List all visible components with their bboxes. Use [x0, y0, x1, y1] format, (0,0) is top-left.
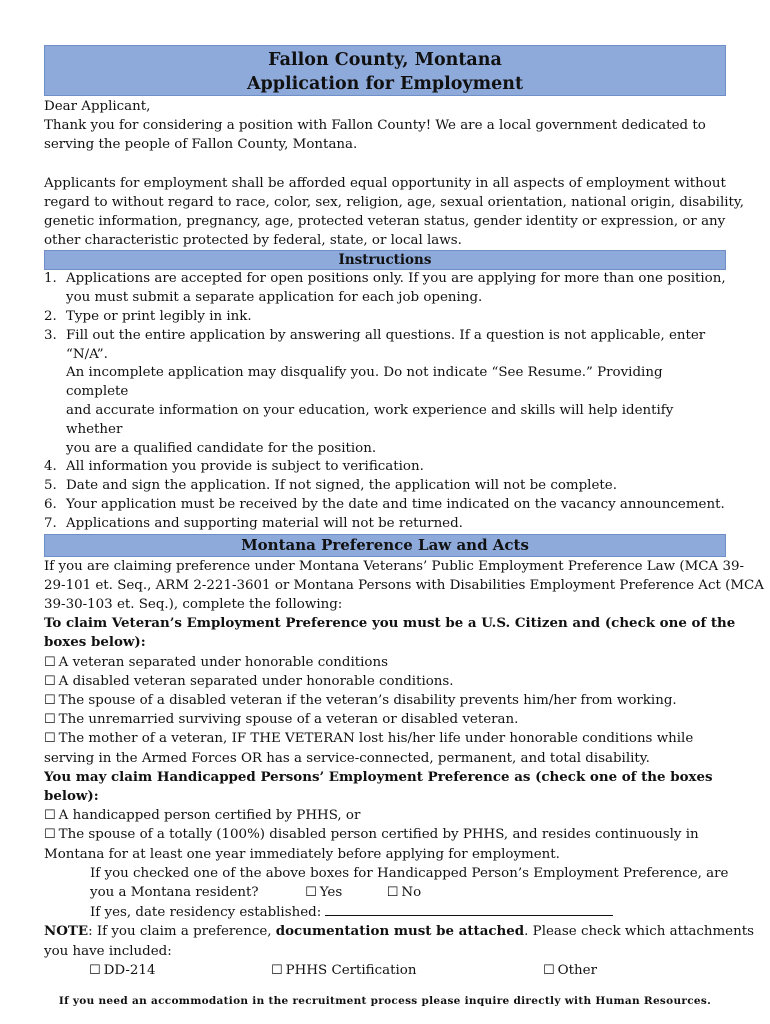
resident-question: If you checked one of the above boxes for Handicapped Person’s Employment Preference, are [90, 865, 729, 881]
attachment-other[interactable]: ☐ Other [543, 961, 597, 981]
yes-option[interactable]: ☐ Yes [305, 885, 343, 901]
preference-intro: If you are claiming preference under Montana Veterans’ Public Employment Preference Law (MCA 39- [44, 558, 745, 574]
eeo-line: Applicants for employment shall be afforded equal opportunity in all aspects of employment without [44, 175, 726, 191]
list-item: 5. Date and sign the application. If not signed, the application will not be complete. [44, 478, 617, 494]
checkbox-icon[interactable]: ☐ [44, 693, 56, 708]
instructions-list [44, 270, 726, 533]
accommodation-footer: If you need an accommodation in the recruitment process please inquire directly with Human Resources. [58, 994, 712, 1007]
list-item: 7. Applications and supporting material will not be returned. [44, 515, 463, 531]
checkbox-icon[interactable]: ☐ [44, 827, 56, 843]
county-title: Fallon County, Montana [268, 50, 502, 70]
note-line: NOTE: If you claim a preference, documentation must be attached. Please check which attachments [44, 923, 754, 940]
checkbox-icon[interactable]: ☐ [305, 885, 317, 901]
note-line-2: you have included: [44, 943, 172, 959]
application-page [44, 45, 764, 1007]
preference-intro: 39-30-103 et. Seq.), complete the following: [44, 596, 343, 612]
form-title: Application for Employment [246, 74, 524, 94]
checkbox-icon[interactable]: ☐ [44, 731, 56, 747]
handicap-heading: below): [44, 788, 99, 805]
thanks-line: Thank you for considering a position with Fallon County! We are a local government dedicated to [44, 118, 706, 134]
no-option[interactable]: ☐ No [386, 885, 422, 901]
handicap-heading: You may claim Handicapped Persons’ Employment Preference as (check one of the boxes [44, 768, 713, 785]
veteran-heading: boxes below): [44, 634, 146, 651]
checkbox-icon[interactable]: ☐ [44, 712, 56, 728]
preference-intro: 29-101 et. Seq., ARM 2-221-3601 or Montana Persons with Disabilities Employment Preference Act (MCA [44, 577, 764, 593]
list-item: 1. Applications are accepted for open positions only. If you are applying for more than one position, you must submit a separate application for each job opening. [44, 271, 726, 306]
list-item: 2. Type or print legibly in ink. [44, 309, 252, 325]
attachment-phhs[interactable]: ☐ PHHS Certification [271, 961, 543, 981]
veteran-option[interactable]: ☐ The spouse of a disabled veteran if the veteran’s disability prevents him/her from working. [44, 693, 677, 708]
handicap-option-cont: Montana for at least one year immediately before applying for employment. [44, 846, 560, 862]
list-item: 6. Your application must be received by the date and time indicated on the vacancy announcement. [44, 496, 725, 512]
title-band [44, 45, 726, 96]
instructions-heading: Instructions [44, 250, 726, 270]
resident-question-row: you a Montana resident? ☐ Yes ☐ No [90, 885, 422, 901]
list-item: 3. Fill out the entire application by answering all questions. If a question is not applicable, enter “N/A”. An incomplete application may disqualify you. Do not indicate “See Resume.” Providing complete and accurate information on your education, work experience and skills will help identify whether you are a qualified candidate for the position. [44, 327, 706, 456]
veteran-option[interactable]: ☐ The mother of a veteran, IF THE VETERAN lost his/her life under honorable conditions while [44, 731, 694, 747]
veteran-heading: To claim Veteran’s Employment Preference you must be a U.S. Citizen and (check one of the [44, 615, 736, 632]
eeo-line: genetic information, pregnancy, age, protected veteran status, gender identity or expression, or any [44, 214, 726, 230]
preference-section [44, 557, 764, 981]
handicap-option[interactable]: ☐ The spouse of a totally (100%) disabled person certified by PHHS, and resides continuously in [44, 827, 699, 843]
attachments-row [44, 961, 726, 981]
eeo-line: other characteristic protected by federal, state, or local laws. [44, 233, 462, 249]
checkbox-icon[interactable]: ☐ [543, 962, 555, 978]
veteran-option[interactable]: ☐ A disabled veteran separated under honorable conditions. [44, 673, 454, 689]
checkbox-icon[interactable]: ☐ [271, 962, 283, 978]
thanks-line: serving the people of Fallon County, Montana. [44, 137, 358, 153]
residency-date-field[interactable] [325, 902, 613, 916]
handicap-option[interactable]: ☐ A handicapped person certified by PHHS, or [44, 808, 361, 824]
attachment-dd214[interactable]: ☐ DD-214 [89, 961, 271, 981]
checkbox-icon[interactable]: ☐ [44, 808, 56, 824]
checkbox-icon[interactable]: ☐ [44, 654, 56, 670]
eeo-line: regard to without regard to race, color, sex, religion, age, sexual orientation, national origin, disability, [44, 194, 744, 210]
residency-date-row: If yes, date residency established: [44, 902, 726, 922]
veteran-option[interactable]: ☐ The unremarried surviving spouse of a veteran or disabled veteran. [44, 712, 519, 728]
greeting: Dear Applicant, [44, 99, 151, 114]
veteran-option-cont: serving in the Armed Forces OR has a service-connected, permanent, and total disability. [44, 750, 650, 766]
preference-heading: Montana Preference Law and Acts [44, 534, 726, 557]
veteran-option[interactable]: ☐ A veteran separated under honorable conditions [44, 654, 388, 670]
checkbox-icon[interactable]: ☐ [44, 673, 56, 689]
checkbox-icon[interactable]: ☐ [89, 962, 101, 978]
checkbox-icon[interactable]: ☐ [386, 885, 399, 901]
list-item: 4. All information you provide is subject to verification. [44, 459, 424, 475]
intro-section [44, 97, 744, 250]
